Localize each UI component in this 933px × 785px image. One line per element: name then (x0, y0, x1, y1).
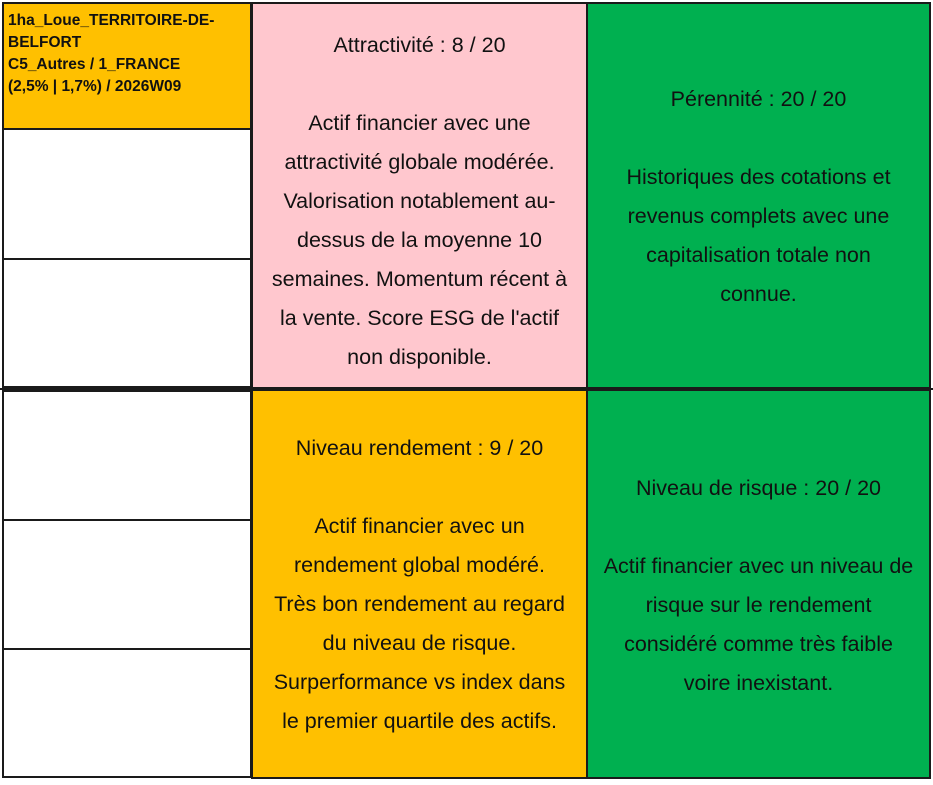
rendement-line-1: Actif financier avec un (314, 514, 525, 538)
rendement-line-5: Surperformance vs index dans (273, 670, 566, 694)
empty-cell-3 (2, 390, 252, 521)
perennite-line-3: capitalisation totale non (646, 243, 871, 267)
perennite-title: Pérennité : 20 / 20 (670, 87, 847, 111)
rendement-line-4: du niveau de risque. (322, 631, 517, 655)
row-separator (0, 388, 933, 390)
rendement-title: Niveau rendement : 9 / 20 (295, 436, 544, 460)
rendement-line-6: le premier quartile des actifs. (282, 709, 557, 733)
empty-cell-2 (2, 258, 252, 388)
risque-title: Niveau de risque : 20 / 20 (635, 476, 881, 500)
risque-card (586, 389, 931, 779)
attractivite-line-4: dessus de la moyenne 10 (296, 228, 543, 252)
risque-line-4: voire inexistant. (683, 671, 834, 695)
asset-label-line-3: C5_Autres / 1_FRANCE (8, 56, 181, 73)
perennite-line-4: connue. (720, 282, 797, 306)
risque-line-2: risque sur le rendement (645, 593, 872, 617)
asset-label-line-1: 1ha_Loue_TERRITOIRE-DE- (8, 12, 215, 29)
perennite-card (586, 2, 931, 389)
empty-cell-5 (2, 648, 252, 778)
rendement-line-2: rendement global modéré. (294, 553, 545, 577)
attractivite-line-7: non disponible. (347, 345, 492, 369)
asset-label-line-4: (2,5% | 1,7%) / 2026W09 (8, 78, 182, 95)
risque-line-3: considéré comme très faible (624, 632, 893, 656)
asset-label-line-2: BELFORT (8, 34, 82, 51)
attractivite-line-1: Actif financier avec une (308, 111, 531, 135)
risque-line-1: Actif financier avec un niveau de (603, 554, 914, 578)
asset-label-cell (2, 2, 252, 130)
perennite-line-1: Historiques des cotations et (626, 165, 891, 189)
perennite-line-2: revenus complets avec une (627, 204, 890, 228)
attractivite-line-5: semaines. Momentum récent à (271, 267, 568, 291)
attractivite-title: Attractivité : 8 / 20 (333, 33, 506, 57)
attractivite-line-3: Valorisation notablement au- (283, 189, 556, 213)
attractivite-line-6: la vente. Score ESG de l'actif (280, 306, 559, 330)
rendement-card (251, 389, 588, 779)
empty-cell-4 (2, 519, 252, 650)
rendement-line-3: Très bon rendement au regard (274, 592, 565, 616)
attractivite-line-2: attractivité globale modérée. (284, 150, 555, 174)
attractivite-card (251, 2, 588, 389)
empty-cell-1 (2, 128, 252, 260)
